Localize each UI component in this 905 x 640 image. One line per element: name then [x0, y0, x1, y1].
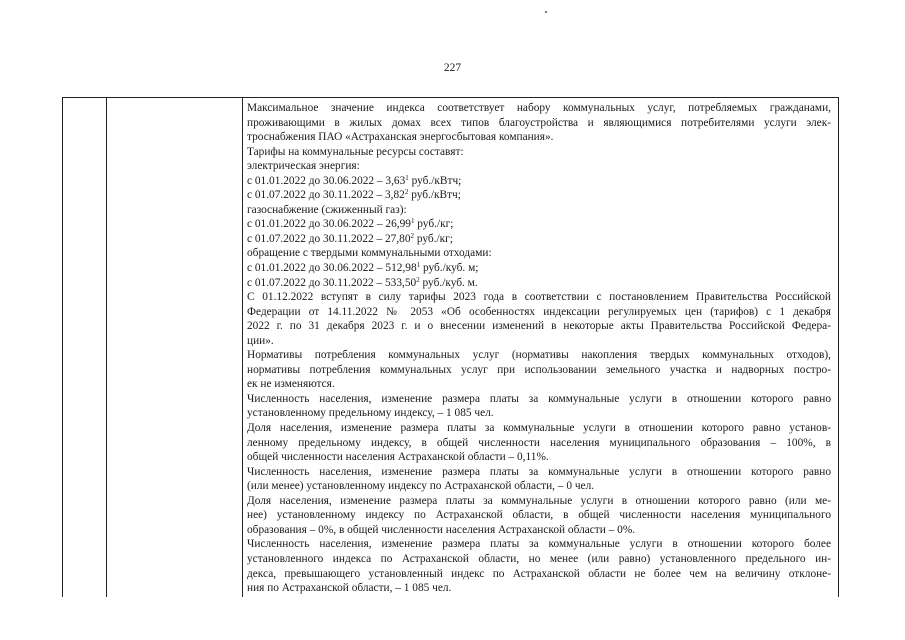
text-line: проживающими в жилых домах всех типов благоустройства и являющимися потребителями услуги элек- — [247, 116, 831, 129]
footnote-marker: 2 — [410, 231, 415, 240]
text-line: с 01.07.2022 до 30.11.2022 – 27,80$^2$ руб./кг; — [247, 231, 453, 245]
page-number: 227 — [443, 62, 462, 74]
text-line: с 01.01.2022 до 30.06.2022 – 26,99$^1$ руб./кг; — [247, 217, 454, 231]
footnote-marker: 1 — [410, 217, 415, 226]
text-line: ния по Астраханской области, – 1 085 чел. — [247, 582, 452, 595]
footnote-marker: 2 — [404, 188, 409, 197]
text-line: декса, превышающего установленный индекс по Астраханской области не более чем на величину отклоне- — [247, 567, 831, 580]
text-line: обращение с твердыми коммунальными отходами: — [247, 247, 492, 260]
text-line: троснабжения ПАО «Астраханская энергосбытовая компания». — [247, 131, 554, 144]
text-line: с 01.07.2022 до 30.11.2022 – 533,50$^2$ руб./куб. м. — [247, 275, 478, 289]
text-line: нее) установленному индексу по Астраханской области, в общей численности населения муниципального — [247, 509, 831, 522]
text-line: электрическая энергия: — [247, 160, 360, 173]
text-line: Численность населения, изменение размера платы за коммунальные услуги в отношении которого равно — [247, 465, 831, 478]
text-line: установленного индекса по Астраханской области, но менее (или равно) установленного предельного ин- — [247, 552, 831, 565]
text-line: Федерации от 14.11.2022 № 2053 «Об особенностях индексации регулируемых цен (тарифов) с 1 декабря — [247, 305, 831, 318]
text-line: с 01.07.2022 до 30.11.2022 – 3,82$^2$ руб./кВтч; — [247, 188, 461, 202]
text-line: с 01.01.2022 до 30.06.2022 – 3,63$^1$ руб./кВтч; — [247, 173, 462, 187]
text-line: газоснабжение (сжиженный газ): — [247, 203, 407, 216]
text-line: установленному предельному индексу, – 1 085 чел. — [247, 407, 494, 420]
text-line: Численность населения, изменение размера платы за коммунальные услуги в отношении которого более — [247, 538, 831, 551]
text-line: ции». — [247, 334, 274, 347]
text-line: 2022 г. по 31 декабря 2023 г. и о внесении изменений в некоторые акты Правительства Российской Федера- — [247, 320, 831, 333]
text-line: образования – 0%, в общей численности населения Астраханской области – 0%. — [247, 523, 636, 536]
text-line: (или менее) установленному индексу по Астраханской области, – 0 чел. — [247, 480, 595, 493]
text-line: с 01.01.2022 до 30.06.2022 – 512,98$^1$ руб./куб. м; — [247, 261, 479, 275]
text-line: Максимальное значение индекса соответствует набору коммунальных услуг, потребляемых гражданами, — [247, 102, 831, 114]
document-table — [62, 97, 839, 597]
text-line: нормативы потребления коммунальных услуг при использовании земельного участка и надворных постро- — [247, 363, 831, 376]
text-line: Доля населения, изменение размера платы за коммунальные услуги в отношении которого равно (или ме- — [247, 494, 831, 507]
column-divider-1 — [106, 98, 107, 597]
text-line: Доля населения, изменение размера платы за коммунальные услуги в отношении которого равно установ- — [247, 422, 831, 435]
table-cell-text — [247, 101, 831, 596]
text-line: ленному предельному индексу, в общей численности населения муниципального образования – 100%, в — [247, 436, 831, 449]
text-line: Нормативы потребления коммунальных услуг (нормативы накопления твердых коммунальных отходов), — [247, 349, 831, 362]
text-line: Тарифы на коммунальные ресурсы составят: — [247, 145, 464, 158]
column-divider-2 — [242, 98, 243, 597]
text-line: общей численности населения Астраханской области – 0,11%. — [247, 451, 549, 464]
scan-speck — [545, 11, 547, 13]
footnote-marker: 1 — [405, 173, 409, 182]
footnote-marker: 2 — [416, 275, 420, 284]
text-line: ек не изменяются. — [247, 378, 335, 391]
footnote-marker: 1 — [416, 261, 421, 270]
text-line: Численность населения, изменение размера платы за коммунальные услуги в отношении которого равно — [247, 392, 831, 405]
text-line: С 01.12.2022 вступят в силу тарифы 2023 года в соответствии с постановлением Правительства Российской — [247, 291, 831, 304]
